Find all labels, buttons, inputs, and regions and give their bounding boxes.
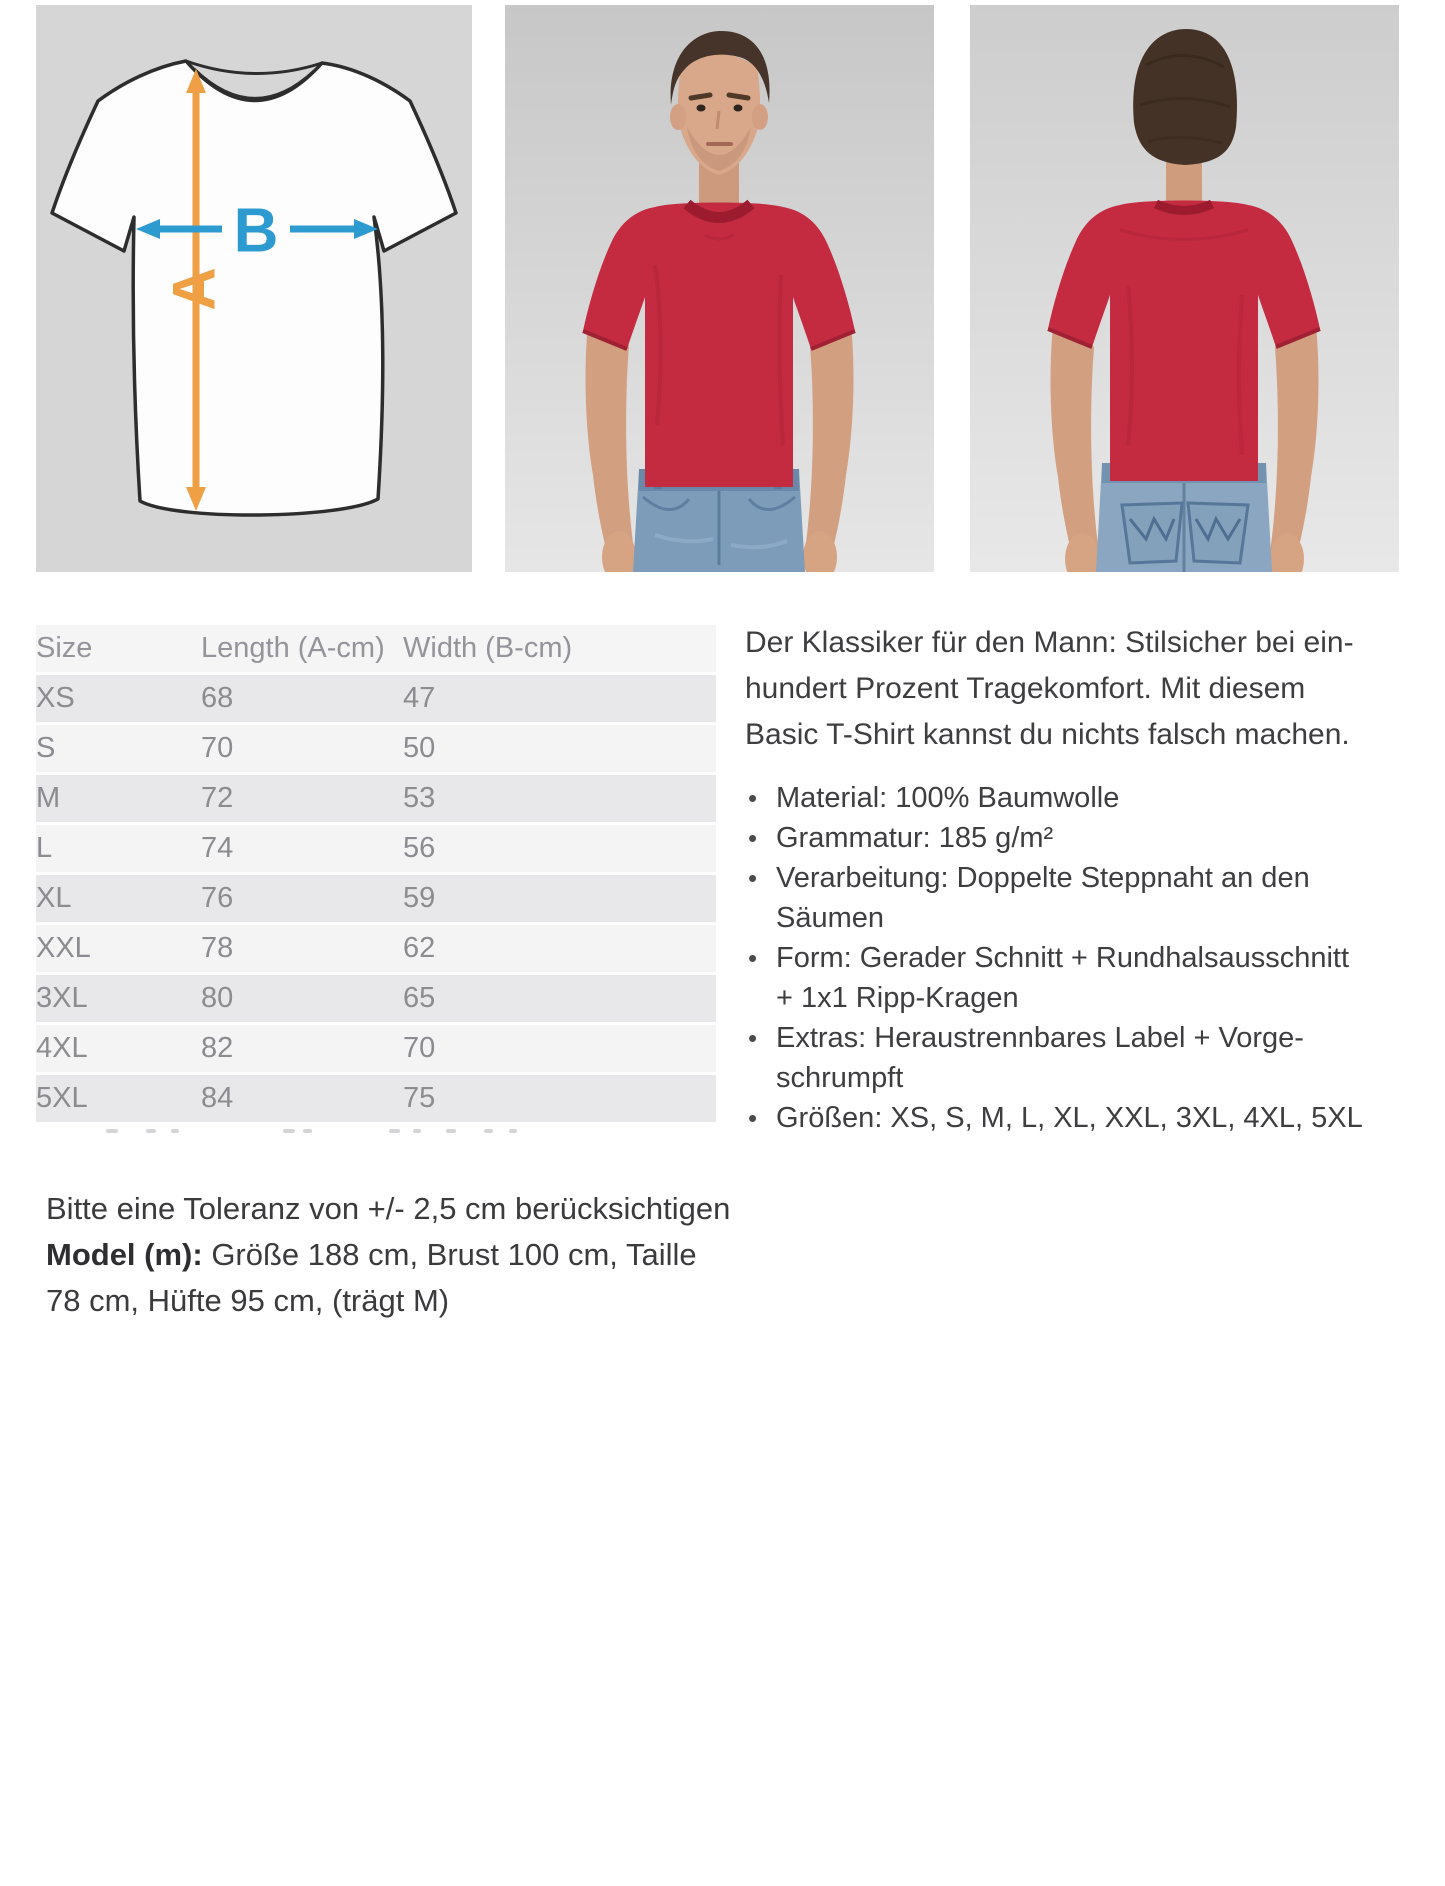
table-cell: 59 (403, 875, 716, 922)
clipped-row-artifact (171, 1129, 179, 1133)
clipped-row-artifact (413, 1129, 421, 1133)
intro-line: Basic T-Shirt kannst du nichts falsch machen. (745, 718, 1350, 751)
table-cell: 75 (403, 1075, 716, 1122)
bullet-icon: • (748, 1103, 758, 1133)
product-description (745, 620, 1405, 1138)
model-measurements-line2: 78 cm, Hüfte 95 cm, (trägt M) (46, 1283, 450, 1318)
table-cell: 62 (403, 925, 716, 972)
column-header-size: Size (36, 625, 201, 672)
table-cell: 56 (403, 825, 716, 872)
tshirt-measure-diagram (36, 5, 472, 572)
bullet-line: Grammatur: 185 g/m² (776, 822, 1054, 854)
table-cell: 74 (201, 825, 403, 872)
bullet-line: Form: Gerader Schnitt + Rundhalsausschnitt (776, 942, 1350, 974)
clipped-row-artifact (283, 1129, 295, 1133)
feature-list (745, 778, 1405, 1138)
table-cell: 47 (403, 675, 716, 722)
table-cell: 72 (201, 775, 403, 822)
bullet-line: Material: 100% Baumwolle (776, 782, 1120, 814)
table-row (36, 1075, 716, 1122)
table-cell: 50 (403, 725, 716, 772)
table-cell: XXL (36, 925, 201, 972)
bullet-item (745, 1098, 1405, 1138)
table-cell: 84 (201, 1075, 403, 1122)
table-cell: 70 (403, 1025, 716, 1072)
table-cell: S (36, 725, 201, 772)
clipped-row-artifact (389, 1129, 400, 1133)
table-cell: M (36, 775, 201, 822)
table-cell: 4XL (36, 1025, 201, 1072)
tolerance-note: Bitte eine Toleranz von +/- 2,5 cm berücksichtigen (46, 1191, 731, 1226)
bullet-item (745, 778, 1405, 818)
clipped-row-artifact (484, 1129, 493, 1133)
table-cell: 53 (403, 775, 716, 822)
table-row (36, 1025, 716, 1072)
bullet-text (776, 818, 1053, 858)
bullet-icon: • (748, 863, 758, 893)
table-row (36, 975, 716, 1022)
bullet-line: Säumen (776, 902, 885, 934)
bullet-text (776, 1098, 1363, 1138)
size-diagram-panel (36, 5, 472, 572)
table-cell: 70 (201, 725, 403, 772)
clipped-row-artifact (303, 1129, 312, 1133)
clipped-row-artifact (146, 1129, 156, 1133)
table-row (36, 875, 716, 922)
description-intro (745, 620, 1405, 758)
table-row (36, 675, 716, 722)
bullet-item (745, 1018, 1405, 1098)
model-front-photo (505, 5, 934, 572)
table-cell: XS (36, 675, 201, 722)
bullet-icon: • (748, 823, 758, 853)
clipped-row-artifact (509, 1129, 517, 1133)
column-header-length: Length (A-cm) (201, 625, 403, 672)
bullet-line: Größen: XS, S, M, L, XL, XXL, 3XL, 4XL, 5XL (776, 1102, 1363, 1134)
table-cell: 3XL (36, 975, 201, 1022)
table-cell: 65 (403, 975, 716, 1022)
model-back-illustration (970, 5, 1399, 572)
clipped-row-artifact (446, 1129, 456, 1133)
table-cell: 76 (201, 875, 403, 922)
bullet-line: Verarbeitung: Doppelte Steppnaht an den (776, 862, 1310, 894)
size-table (36, 622, 716, 1125)
clipped-row-artifact (106, 1129, 118, 1133)
table-header-row (36, 625, 716, 672)
bullet-item (745, 938, 1405, 1018)
bullet-item (745, 818, 1405, 858)
bullet-icon: • (748, 943, 758, 973)
bullet-text (776, 1018, 1304, 1098)
model-measurements-line1: Model (m): Größe 188 cm, Brust 100 cm, Taille (46, 1237, 697, 1272)
model-back-photo (970, 5, 1399, 572)
table-cell: 68 (201, 675, 403, 722)
table-row (36, 725, 716, 772)
table-row (36, 775, 716, 822)
model-front-illustration (505, 5, 934, 572)
intro-line: Der Klassiker für den Mann: Stilsicher bei ein- (745, 626, 1354, 659)
model-label: Model (m): (46, 1237, 203, 1272)
bullet-icon: • (748, 783, 758, 813)
label-a: A (160, 267, 228, 311)
column-header-width: Width (B-cm) (403, 625, 716, 672)
bullet-line: schrumpft (776, 1062, 904, 1094)
table-row (36, 825, 716, 872)
bullet-item (745, 858, 1405, 938)
bullet-text (776, 778, 1119, 818)
footnote (46, 1186, 731, 1324)
table-cell: 5XL (36, 1075, 201, 1122)
table-cell: XL (36, 875, 201, 922)
table-cell: L (36, 825, 201, 872)
table-cell: 82 (201, 1025, 403, 1072)
bullet-text (776, 938, 1349, 1018)
bullet-icon: • (748, 1023, 758, 1053)
bullet-text (776, 858, 1310, 938)
bullet-line: Extras: Heraustrennbares Label + Vorge- (776, 1022, 1304, 1054)
table-cell: 78 (201, 925, 403, 972)
intro-line: hundert Prozent Tragekomfort. Mit diesem (745, 672, 1306, 705)
table-row (36, 925, 716, 972)
table-cell: 80 (201, 975, 403, 1022)
label-b: B (233, 196, 279, 266)
bullet-line: + 1x1 Ripp-Kragen (776, 982, 1019, 1014)
